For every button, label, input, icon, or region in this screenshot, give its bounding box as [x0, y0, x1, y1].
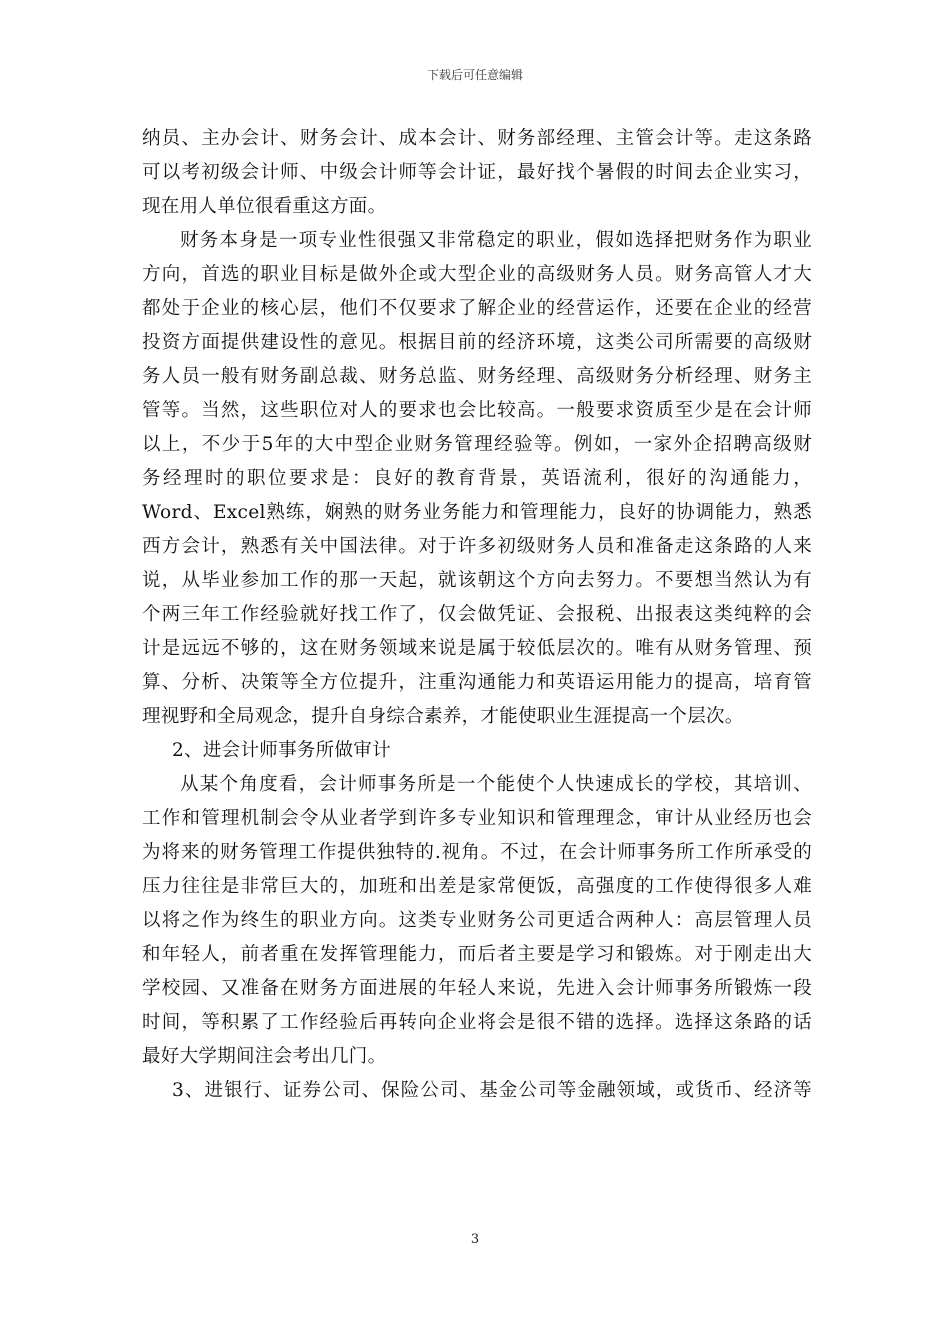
- text-line: 个两三年工作经验就好找工作了，仅会做凭证、会报税、出报表这类纯粹的会: [142, 604, 812, 625]
- paragraph-first-line: 从某个角度看，会计师事务所是一个能使个人快速成长的学校，其培训、: [180, 774, 812, 795]
- text-line: 工作和管理机制会令从业者学到许多专业知识和管理理念，审计从业经历也会: [142, 808, 812, 829]
- paragraph-first-line: 财务本身是一项专业性很强又非常稳定的职业，假如选择把财务作为职业: [180, 230, 812, 251]
- text-line: 管等。当然，这些职位对人的要求也会比较高。一般要求资质至少是在会计师: [142, 400, 812, 421]
- text-line: 理视野和全局观念，提升自身综合素养，才能使职业生涯提高一个层次。: [142, 706, 744, 727]
- text-line: 都处于企业的核心层，他们不仅要求了解企业的经营运作，还要在企业的经营: [142, 298, 812, 319]
- section-heading: 2、进会计师事务所做审计: [172, 740, 391, 761]
- text-line: 务人员一般有财务副总裁、财务总监、财务经理、高级财务分析经理、财务主: [142, 366, 812, 387]
- text-line: 可以考初级会计师、中级会计师等会计证，最好找个暑假的时间去企业实习，: [142, 162, 812, 183]
- text-line: 务经理时的职位要求是：良好的教育背景，英语流利，很好的沟通能力，: [142, 468, 812, 489]
- text-line: 投资方面提供建设性的意见。根据目前的经济环境，这类公司所需要的高级财: [142, 332, 812, 353]
- page-number: 3: [470, 1232, 480, 1247]
- text-line: 为将来的财务管理工作提供独特的.视角。不过，在会计师事务所工作所承受的: [142, 842, 812, 863]
- text-line: 西方会计，熟悉有关中国法律。对于许多初级财务人员和准备走这条路的人来: [142, 536, 812, 557]
- text-line: 压力往往是非常巨大的，加班和出差是家常便饭，高强度的工作使得很多人难: [142, 876, 812, 897]
- text-line: 以将之作为终生的职业方向。这类专业财务公司更适合两种人：高层管理人员: [142, 910, 812, 931]
- text-line: 计是远远不够的，这在财务领域来说是属于较低层次的。唯有从财务管理、预: [142, 638, 812, 659]
- text-line: 现在用人单位很看重这方面。: [142, 196, 387, 217]
- text-line: 算、分析、决策等全方位提升，注重沟通能力和英语运用能力的提高，培育管: [142, 672, 812, 693]
- page-header: 下载后可任意编辑: [426, 68, 523, 82]
- text-line: Word、Excel熟练，娴熟的财务业务能力和管理能力，良好的协调能力，熟悉: [142, 502, 812, 523]
- text-line: 学校园、又准备在财务方面进展的年轻人来说，先进入会计师事务所锻炼一段: [142, 978, 812, 999]
- text-line: 时间，等积累了工作经验后再转向企业将会是很不错的选择。选择这条路的话: [142, 1012, 812, 1033]
- text-line: 说，从毕业参加工作的那一天起，就该朝这个方向去努力。不要想当然认为有: [142, 570, 812, 591]
- text-line: 方向，首选的职业目标是做外企或大型企业的高级财务人员。财务高管人才大: [142, 264, 812, 285]
- text-line: 和年轻人，前者重在发挥管理能力，而后者主要是学习和锻炼。对于刚走出大: [142, 944, 812, 965]
- text-line: 最好大学期间注会考出几门。: [142, 1046, 387, 1067]
- text-line: 纳员、主办会计、财务会计、成本会计、财务部经理、主管会计等。走这条路: [142, 128, 812, 149]
- section-heading: 3、进银行、证券公司、保险公司、基金公司等金融领域，或货币、经济等: [172, 1080, 812, 1101]
- text-line: 以上，不少于5年的大中型企业财务管理经验等。例如，一家外企招聘高级财: [142, 434, 812, 455]
- document-body: [142, 122, 812, 1108]
